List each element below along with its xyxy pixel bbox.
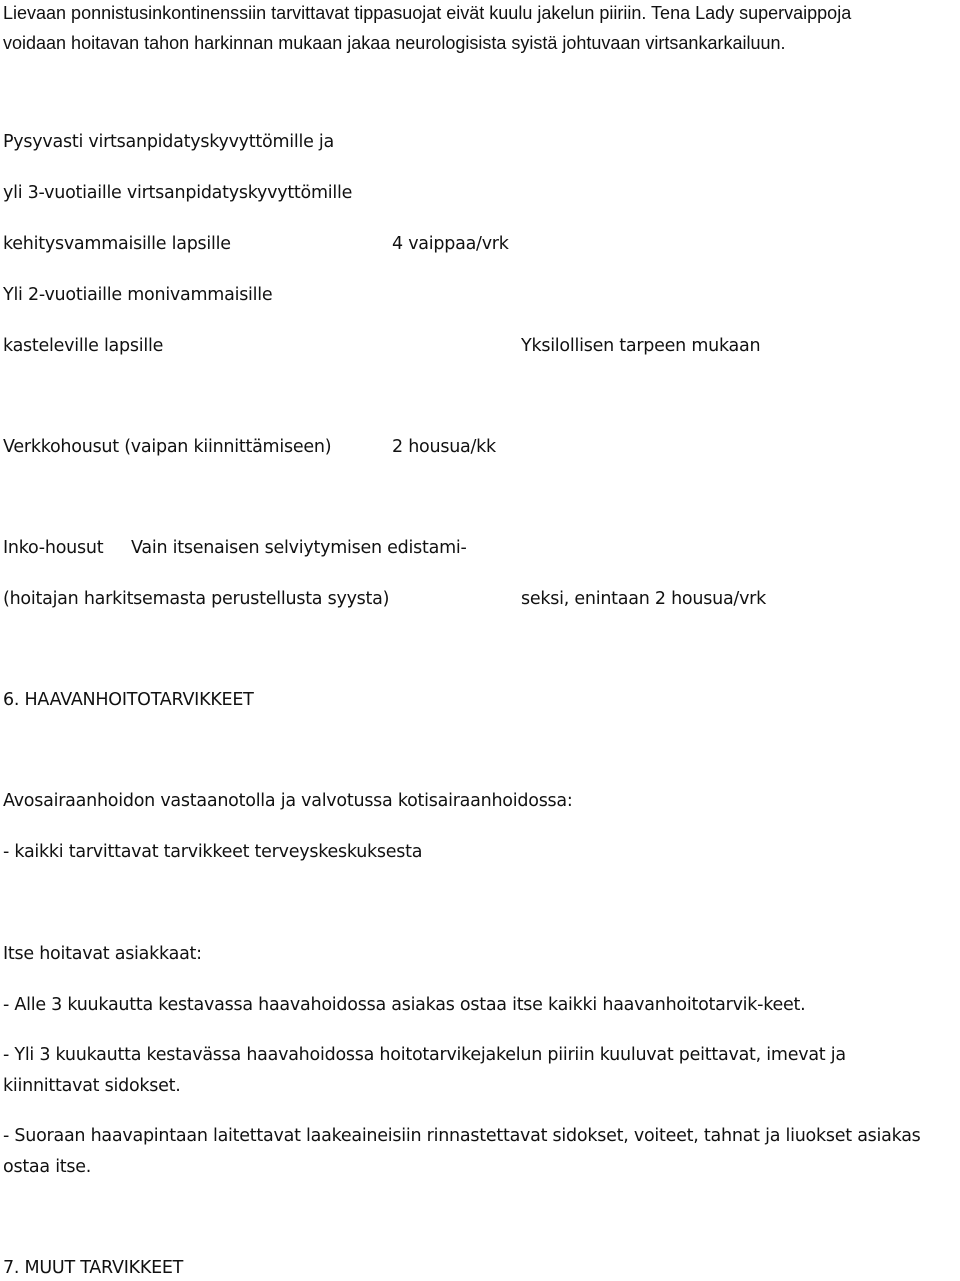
section-6-heading: 6. HAAVANHOITOTARVIKKEET: [3, 690, 254, 710]
inkohousut-note: (hoitajan harkitsemasta perustellusta syysta): [3, 589, 390, 609]
itse-item-2-line-2: kiinnittavat sidokset.: [3, 1076, 181, 1096]
verkkohousut-value: 2 housua/kk: [392, 437, 496, 457]
group-line-1: Pysyvasti virtsanpidatyskyvyttömille ja: [3, 132, 335, 152]
inkohousut-label: Inko-housut: [3, 538, 104, 558]
group-line-3: kehitysvammaisille lapsille: [3, 234, 231, 254]
group-line-4: Yli 2-vuotiaille monivammaisille: [3, 285, 273, 305]
intro-line-2: voidaan hoitavan tahon harkinnan mukaan jakaa neurologisista syistä johtuvaan virtsankarkailuun.: [3, 33, 786, 53]
group-value-2: Yksilollisen tarpeen mukaan: [521, 336, 761, 356]
inkohousut-value-line-1: Vain itsenaisen selviytymisen edistami-: [131, 538, 467, 558]
section-7-heading: 7. MUUT TARVIKKEET: [3, 1258, 184, 1278]
avo-heading: Avosairaanhoidon vastaanotolla ja valvotussa kotisairaanhoidossa:: [3, 791, 573, 811]
inkohousut-value-line-2: seksi, enintaan 2 housua/vrk: [521, 589, 766, 609]
itse-item-2-line-1: - Yli 3 kuukautta kestavässa haavahoidossa hoitotarvikejakelun piiriin kuuluvat peittavat, imevat ja: [3, 1045, 846, 1065]
group-line-5: kasteleville lapsille: [3, 336, 164, 356]
verkkohousut-label: Verkkohousut (vaipan kiinnittämiseen): [3, 437, 332, 457]
itse-item-3-line-2: ostaa itse.: [3, 1157, 92, 1177]
group-line-2: yli 3-vuotiaille virtsanpidatyskyvyttömille: [3, 183, 353, 203]
group-value-1: 4 vaippaa/vrk: [392, 234, 509, 254]
itse-item-3-line-1: - Suoraan haavapintaan laitettavat laakeaineisiin rinnastettavat sidokset, voiteet, tahnat ja liuokset asiakas: [3, 1126, 921, 1146]
itse-item-1: - Alle 3 kuukautta kestavassa haavahoidossa asiakas ostaa itse kaikki haavanhoitotarvik-keet.: [3, 995, 806, 1015]
avo-item: - kaikki tarvittavat tarvikkeet terveyskeskuksesta: [3, 842, 423, 862]
itse-heading: Itse hoitavat asiakkaat:: [3, 944, 202, 964]
intro-line-1: Lievaan ponnistusinkontinenssiin tarvittavat tippasuojat eivät kuulu jakelun piiriin. Tena Lady supervaippoja: [3, 3, 852, 23]
